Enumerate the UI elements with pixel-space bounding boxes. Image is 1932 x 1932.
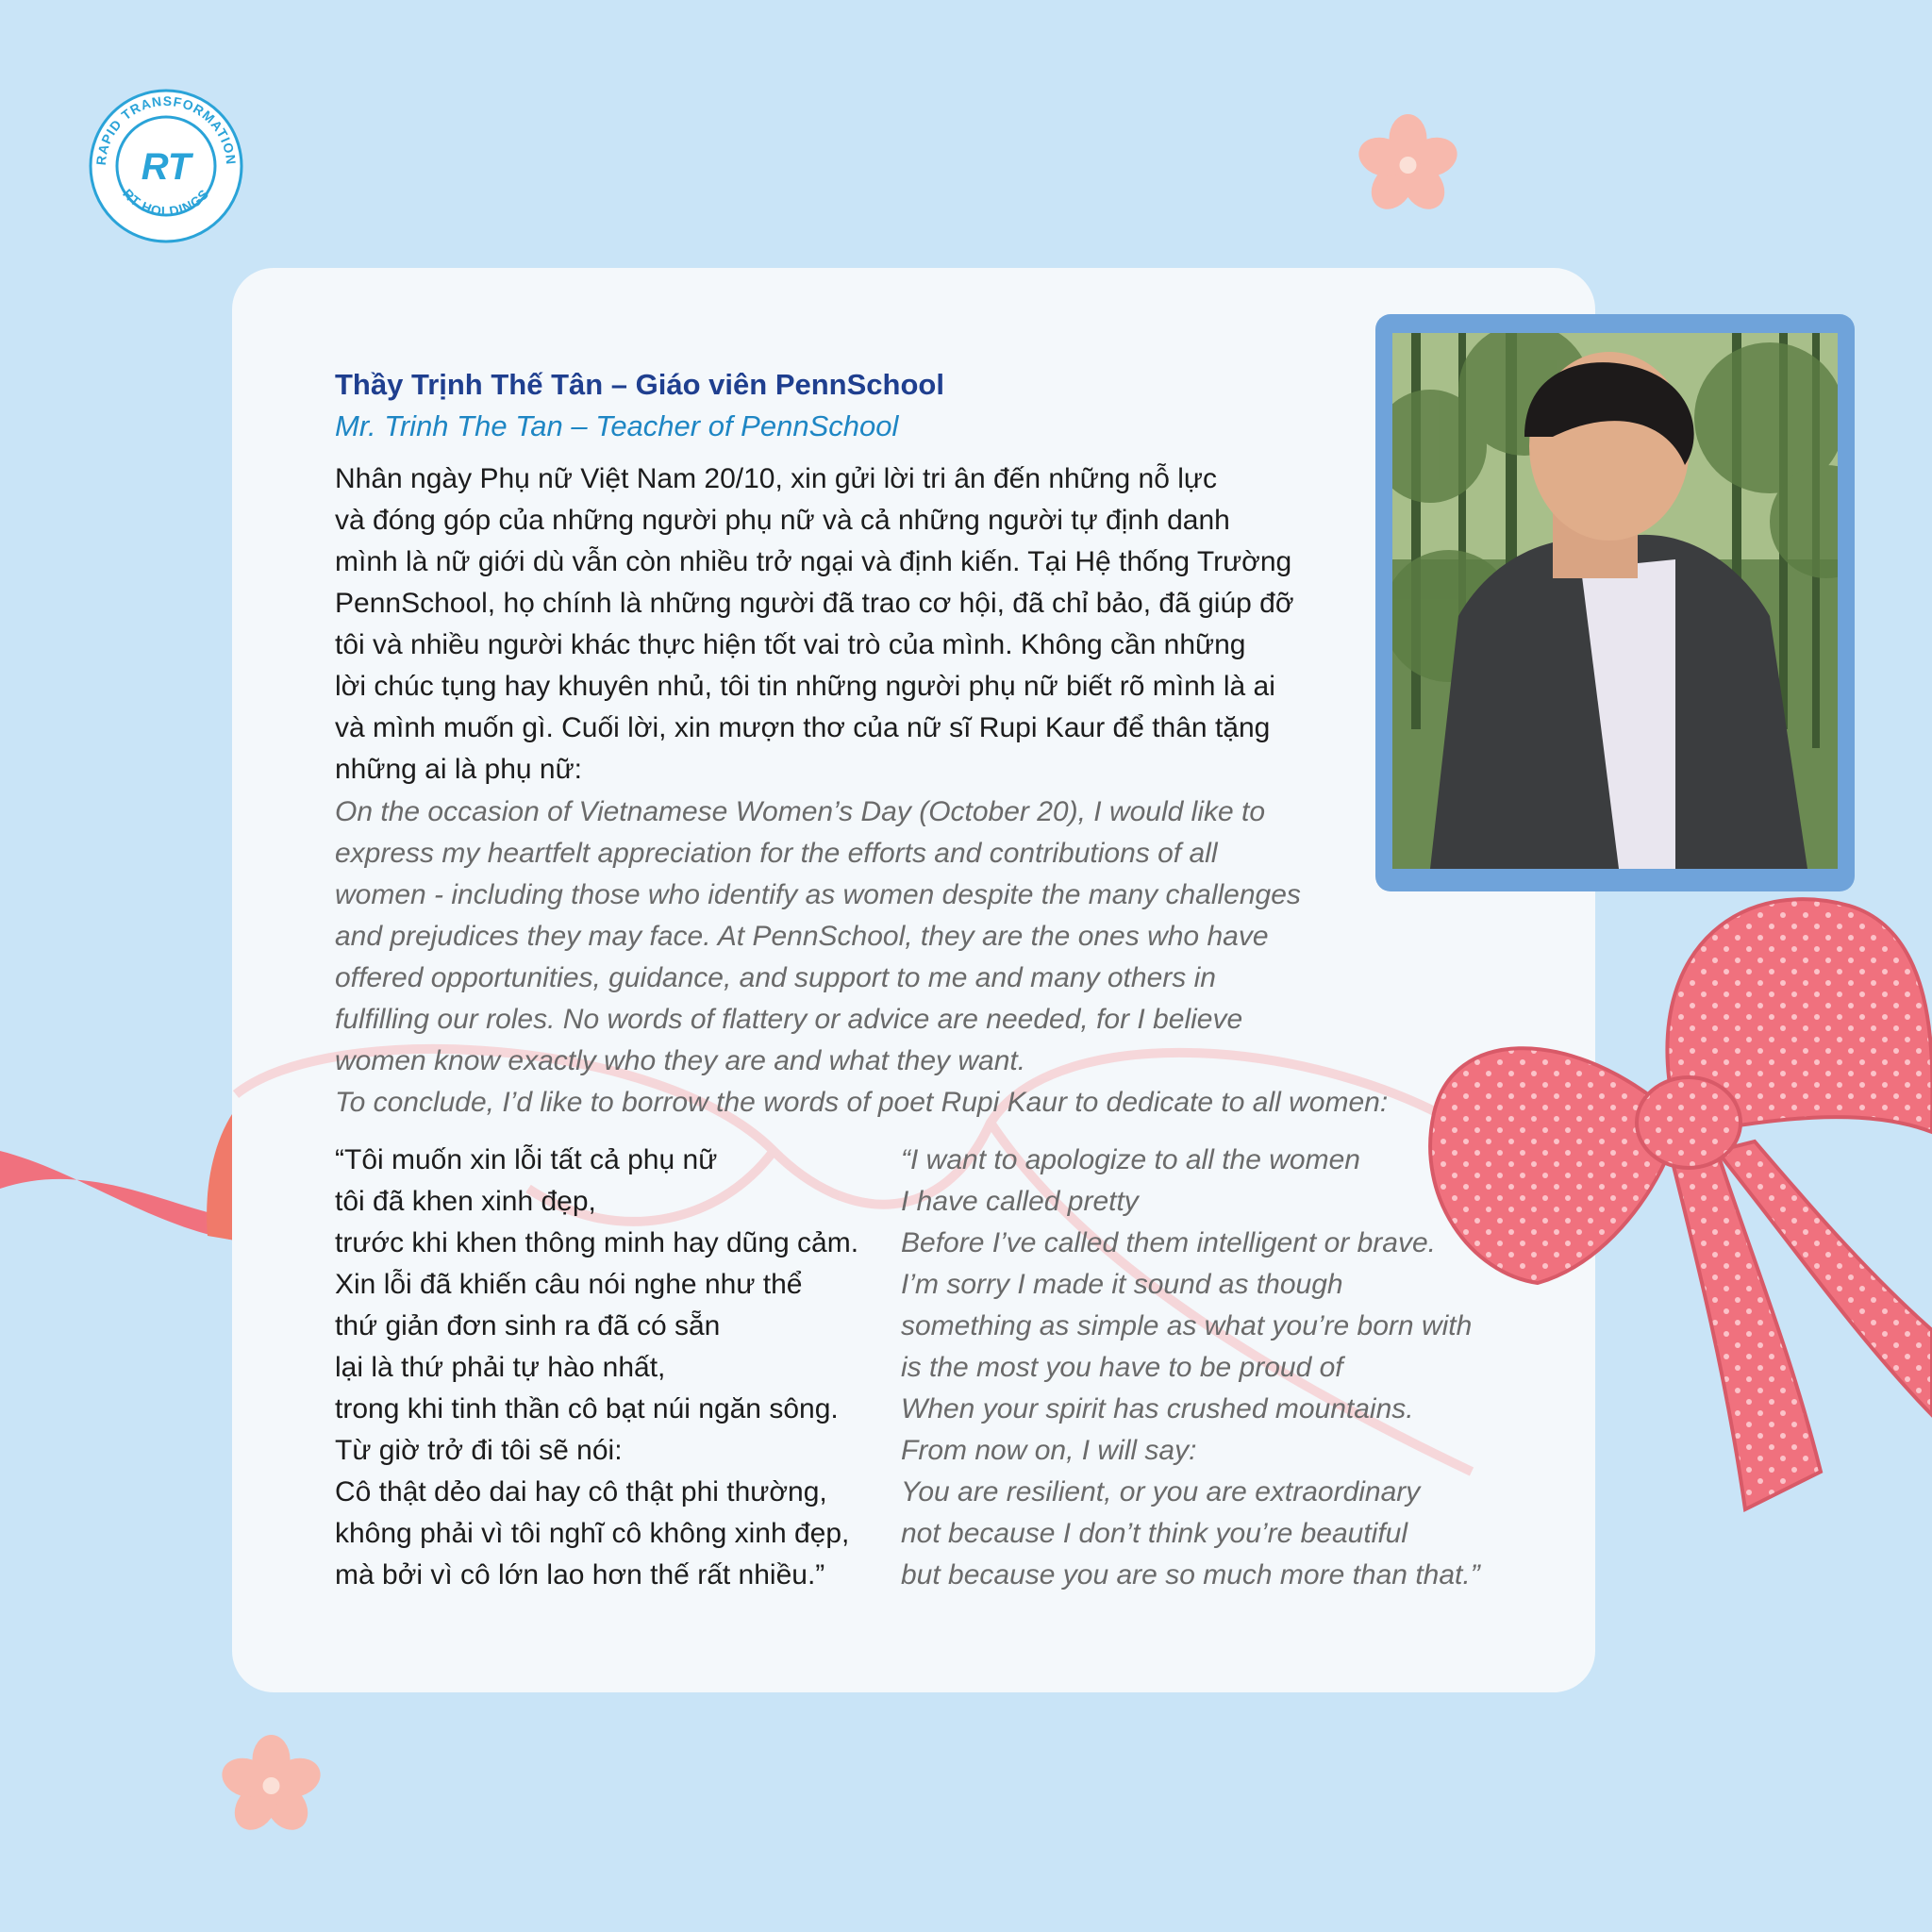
poem-line: not because I don’t think you’re beautiful	[901, 1518, 1408, 1549]
text-line: những ai là phụ nữ:	[335, 754, 583, 785]
text-line: tôi và nhiều người khác thực hiện tốt vai trò của mình. Không cần những	[335, 629, 1246, 660]
logo-mark: RT	[141, 146, 192, 188]
poem-line: I’m sorry I made it sound as though	[901, 1269, 1343, 1300]
poem-line: lại là thứ phải tự hào nhất,	[335, 1352, 666, 1383]
poem-line: When your spirit has crushed mountains.	[901, 1393, 1414, 1424]
text-line: women know exactly who they are and what they want.	[335, 1045, 1026, 1076]
text-line: Nhân ngày Phụ nữ Việt Nam 20/10, xin gửi lời tri ân đến những nỗ lực	[335, 463, 1217, 494]
paragraph-vi	[335, 458, 1382, 791]
flower-icon	[217, 1734, 325, 1838]
poem-line: Từ giờ trở đi tôi sẽ nói:	[335, 1435, 623, 1466]
poem-line: I have called pretty	[901, 1186, 1139, 1217]
poem-line: You are resilient, or you are extraordinary	[901, 1476, 1421, 1507]
poem-line: but because you are so much more than that.”	[901, 1559, 1480, 1591]
text-line: women - including those who identify as women despite the many challenges	[335, 879, 1301, 910]
text-line: mình là nữ giới dù vẫn còn nhiều trở ngại và định kiến. Tại Hệ thống Trường	[335, 546, 1292, 577]
poem-line: From now on, I will say:	[901, 1435, 1197, 1466]
text-line: and prejudices they may face. At PennSchool, they are the ones who have	[335, 921, 1269, 952]
poem-line: trước khi khen thông minh hay dũng cảm.	[335, 1227, 859, 1258]
poem-en	[901, 1140, 1480, 1596]
teacher-name-en: Mr. Trinh The Tan – Teacher of PennSchool	[335, 409, 899, 442]
teacher-name-vi: Thầy Trịnh Thế Tân – Giáo viên PennSchool	[335, 368, 944, 401]
poem-line: something as simple as what you’re born with	[901, 1310, 1473, 1341]
text-line: express my heartfelt appreciation for the efforts and contributions of all	[335, 838, 1218, 869]
poem-line: Xin lỗi đã khiến câu nói nghe như thể	[335, 1269, 803, 1300]
logo-ring-bottom-text: RT HOLDINGS	[120, 186, 212, 219]
poem-line: thứ giản đơn sinh ra đã có sẵn	[335, 1310, 721, 1341]
poem-line: mà bởi vì cô lớn lao hơn thế rất nhiều.”	[335, 1559, 825, 1591]
paragraph-en	[335, 791, 1514, 1124]
poem-line: “I want to apologize to all the women	[901, 1144, 1360, 1175]
portrait-photo	[1392, 333, 1838, 869]
poem-line: “Tôi muốn xin lỗi tất cả phụ nữ	[335, 1144, 718, 1175]
text-line: PennSchool, họ chính là những người đã trao cơ hội, đã chỉ bảo, đã giúp đỡ	[335, 588, 1294, 619]
logo-ring-top-text: RAPID TRANSFORMATION	[92, 92, 240, 166]
rt-holdings-logo	[87, 87, 245, 245]
text-line: lời chúc tụng hay khuyên nhủ, tôi tin những người phụ nữ biết rõ mình là ai	[335, 671, 1275, 702]
poem-line: is the most you have to be proud of	[901, 1352, 1343, 1383]
text-line: On the occasion of Vietnamese Women’s Day (October 20), I would like to	[335, 796, 1266, 827]
text-line: và mình muốn gì. Cuối lời, xin mượn thơ của nữ sĩ Rupi Kaur để thân tặng	[335, 712, 1271, 743]
text-line: fulfilling our roles. No words of flattery or advice are needed, for I believe	[335, 1004, 1243, 1035]
text-line: To conclude, I’d like to borrow the words of poet Rupi Kaur to dedicate to all women:	[335, 1087, 1389, 1118]
poem-line: tôi đã khen xinh đẹp,	[335, 1186, 596, 1217]
text-line: và đóng góp của những người phụ nữ và cả những người tự định danh	[335, 505, 1230, 536]
poem-vi	[335, 1140, 858, 1596]
text-line: offered opportunities, guidance, and support to me and many others in	[335, 962, 1216, 993]
poem-line: không phải vì tôi nghĩ cô không xinh đẹp,	[335, 1518, 850, 1549]
poem-line: Before I’ve called them intelligent or brave.	[901, 1227, 1436, 1258]
poem-line: trong khi tinh thần cô bạt núi ngăn sông.	[335, 1393, 839, 1424]
poem-line: Cô thật dẻo dai hay cô thật phi thường,	[335, 1476, 827, 1507]
flower-icon	[1354, 113, 1462, 217]
